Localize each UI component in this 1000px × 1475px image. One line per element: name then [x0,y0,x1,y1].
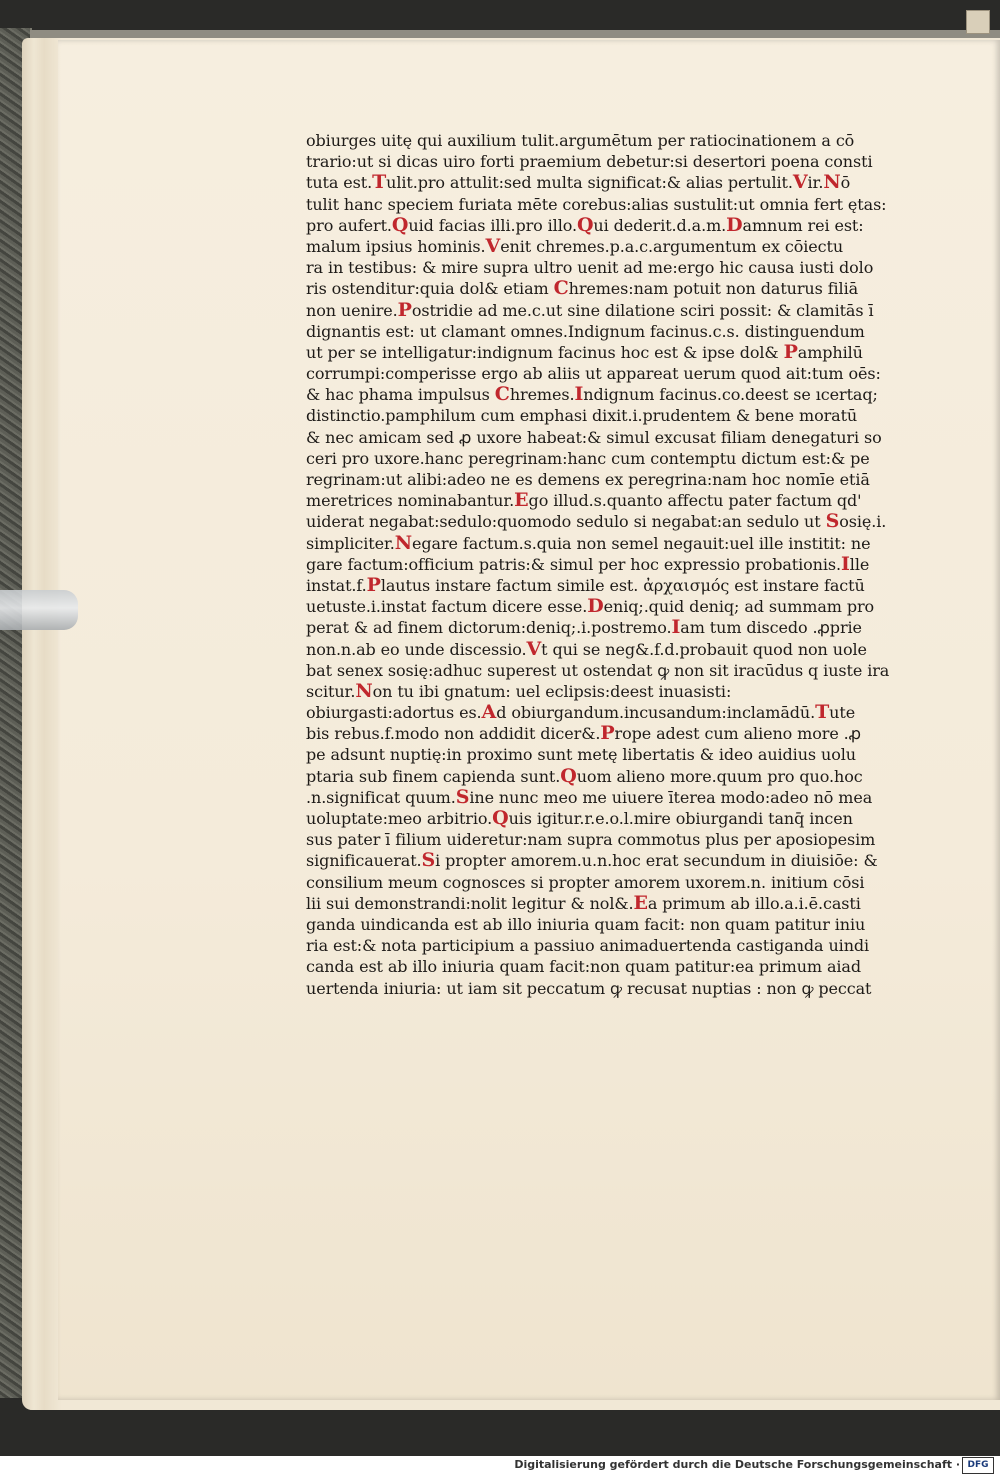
rubric-initial: T [815,701,830,724]
rubric-initial: V [792,171,808,194]
rubric-initial: C [494,383,510,406]
text-line: tuta est.Tulit.pro attulit:sed multa significat:& alias pertulit.Vir.Nō [306,171,851,194]
text-line: meretrices nominabantur.Ego illud.s.quanto affectu pater factum qd' [306,489,862,512]
text-line: perat & ad finem dictorum:deniq;.i.postremo.Iam tum discedo .ꝓprie [306,616,862,639]
text-line: .n.significat quum.Sine nunc meo me uiuere īterea modo:adeo nō mea [306,785,873,808]
rubric-initial: P [366,573,381,596]
text-line: ceri pro uxore.hanc peregrinam:hanc cum contemptu dictum est:& pe [306,448,870,468]
rubric-initial: V [526,637,542,660]
rubric-initial: A [481,701,497,724]
text-line: ut per se intelligatur:indignum facinus hoc est & ipse dol& Pamphilū [306,340,863,363]
text-line: obiurgasti:adortus es.Ad obiurgandum.incusandum:inclamādū.Tute [306,701,856,724]
rubric-initial: Q [391,213,409,236]
text-line: ganda uindicanda est ab illo iniuria quam facit: non quam patitur iniu [306,914,866,934]
text-line: distinctio.pamphilum cum emphasi dixit.i.prudentem & bene moratū [306,406,858,426]
text-line: gare factum:officium patris:& simul per hoc expressio probationis.Ille [306,552,870,575]
text-line: non.n.ab eo unde discessio.Vt qui se neg&.f.d.probauit quod non uole [306,637,867,660]
text-line: dignantis est: ut clamant omnes.Indignum facinus.c.s. distinguendum [306,321,865,341]
text-line: uetuste.i.instat factum dicere esse.Deniq;.quid deniq; ad summam pro [306,595,875,618]
text-line: bis rebus.f.modo non addidit dicer&.Prope adest cum alieno more .ꝓ [306,722,861,745]
text-line: bat senex sosię:adhuc superest ut ostendat ꝙ non sit iracūdus q iuste ira [306,660,890,680]
rubric-initial: I [574,383,584,406]
text-line: pro aufert.Quid facias illi.pro illo.Qui dederit.d.a.m.Damnum rei est: [306,213,864,236]
text-line: & nec amicam sed ꝓ uxore habeat:& simul excusat filiam denegaturi so [306,427,882,447]
rubric-initial: S [455,785,470,808]
rubric-initial: E [514,489,529,512]
text-line: uertenda iniuria: ut iam sit peccatum ꝙ recusat nuptias : non ꝙ peccat [306,978,872,998]
text-line: corrumpi:comperisse ergo ab aliis ut appareat uerum quod ait:tum oēs: [306,364,881,384]
rubric-initial: C [553,277,569,300]
text-line: ris ostenditur:quia dol& etiam Chremes:nam potuit non daturus filiā [306,277,859,300]
rubric-initial: Q [492,807,509,829]
text-line: ptaria sub finem capienda sunt.Quom alieno more.quum pro quo.hoc [306,764,863,787]
rubric-initial: P [600,722,615,745]
page-clip [0,590,78,630]
rubric-initial: Q [576,213,594,236]
text-line: malum ipsius hominis.Venit chremes.p.a.c.argumentum ex cōiectu [306,234,844,257]
rubric-initial: S [825,510,840,533]
text-line: scitur.Non tu ibi gnatum: uel eclipsis:deest inuasisti: [306,679,732,702]
rubric-initial: N [355,679,373,702]
text-line: consilium meum cognosces si propter amorem uxorem.n. initium cōsi [306,872,865,892]
text-line: tulit hanc speciem furiata mēte corebus:alias sustulit:ut omnia fert ętas: [306,194,887,214]
text-line: pe adsunt nuptię:in proximo sunt metę libertatis & ideo auidius uolu [306,745,856,765]
text-line: non uenire.Postridie ad me.c.ut sine dilatione sciri possit: & clamitās ī [306,298,874,321]
rubric-initial: N [823,171,841,194]
text-line: lii sui demonstrandi:nolit legitur & nol&.Ea primum ab illo.a.i.ē.casti [306,891,861,914]
text-line: obiurges uitę qui auxilium tulit.argumētum per ratiocinationem a cō [306,131,855,150]
text-column [306,130,890,999]
dfg-logo: DFG [962,1457,994,1474]
text-line: & hac phama impulsus Chremes.Indignum facinus.co.deest se ıcertaq; [306,383,878,406]
rubric-initial: D [726,213,743,236]
text-line: uiderat negabat:sedulo:quomodo sedulo si negabat:an sedulo ut Sosię.i. [306,510,887,533]
text-line: canda est ab illo iniuria quam facit:non quam patitur:ea primum aiad [306,957,861,977]
text-line: simpliciter.Negare factum.s.quia non semel negauit:uel ille institit: ne [306,531,871,554]
corner-tab [966,10,990,34]
text-line: trario:ut si dicas uiro forti praemium debetur:si desertori poena consti [306,152,873,172]
text-line: ra in testibus: & mire supra ultro uenit ad me:ergo hic causa iusti dolo [306,258,874,278]
rubric-initial: D [587,595,604,618]
text-line: instat.f.Plautus instare factum simile est. ἀρχαισμός est instare factū [306,573,865,596]
rubric-initial: I [841,552,850,575]
rubric-initial: Q [560,764,577,787]
rubric-initial: P [783,340,798,363]
text-line: significauerat.Si propter amorem.u.n.hoc erat secundum in diuisiōe: & [306,849,878,872]
text-line: ria est:& nota participium a passiuo animaduertenda castiganda uindi [306,936,870,956]
footer-credit: Digitalisierung gefördert durch die Deutsche Forschungsgemeinschaft · [514,1458,960,1471]
text-line: regrinam:ut alibi:adeo ne es demens ex peregrina:nam hoc nomīe etiā [306,470,870,489]
rubric-initial: E [633,891,648,914]
rubric-initial: N [394,531,413,554]
rubric-initial: I [671,616,681,639]
text-line: uoluptate:meo arbitrio.Quis igitur.r.e.o.l.mire obiurgandi tanq̄ incen [306,807,853,829]
rubric-initial: V [485,234,501,257]
rubric-initial: P [397,298,412,321]
text-line: sus pater ī filium uideretur:nam supra commotus plus per aposiopesim [306,830,876,850]
rubric-initial: T [372,171,387,194]
rubric-initial: S [421,849,436,872]
